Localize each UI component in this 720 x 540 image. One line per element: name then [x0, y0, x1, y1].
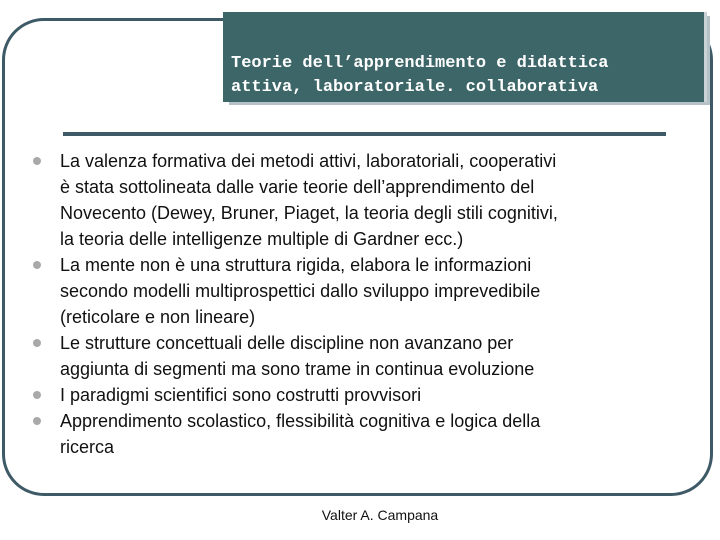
bullet-item [30, 148, 690, 252]
bullet-text-line: ricerca [60, 437, 115, 457]
bullet-dot-icon [33, 157, 41, 165]
footer-author: Valter A. Campana [321, 507, 439, 523]
bullet-dot-icon [33, 391, 41, 399]
slide-title: Teorie dell’apprendimento e didattica attiva, laboratoriale. collaborativa [231, 54, 609, 97]
bullet-text-line: è stata sottolineata dalle varie teorie dell’apprendimento del [60, 177, 535, 197]
bullet-text-line: (reticolare e non lineare) [60, 307, 256, 327]
bullet-text-line: Novecento (Dewey, Bruner, Piaget, la teoria degli stili cognitivi, [60, 203, 558, 223]
bullet-item [30, 382, 690, 408]
title-divider [63, 132, 666, 136]
bullet-dot-icon [33, 417, 41, 425]
bullet-item [30, 408, 690, 460]
bullet-list [30, 148, 690, 460]
bullet-item [30, 252, 690, 330]
bullet-text-line: I paradigmi scientifici sono costrutti provvisori [60, 385, 422, 405]
bullet-text-line: la teoria delle intelligenze multiple di Gardner ecc.) [60, 229, 464, 249]
bullet-item [30, 330, 690, 382]
bullet-dot-icon [33, 339, 41, 347]
bullet-text-line: Apprendimento scolastico, flessibilità cognitiva e logica della [60, 411, 541, 431]
bullet-text-line: La valenza formativa dei metodi attivi, laboratoriali, cooperativi [60, 151, 557, 171]
bullet-dot-icon [33, 261, 41, 269]
bullet-text-line: La mente non è una struttura rigida, elabora le informazioni [60, 255, 532, 275]
bullet-text-line: aggiunta di segmenti ma sono trame in continua evoluzione [60, 359, 535, 379]
bullet-text-line: Le strutture concettuali delle discipline non avanzano per [60, 333, 514, 353]
title-box [223, 12, 707, 102]
bullet-text-line: secondo modelli multiprospettici dallo sviluppo imprevedibile [60, 281, 541, 301]
